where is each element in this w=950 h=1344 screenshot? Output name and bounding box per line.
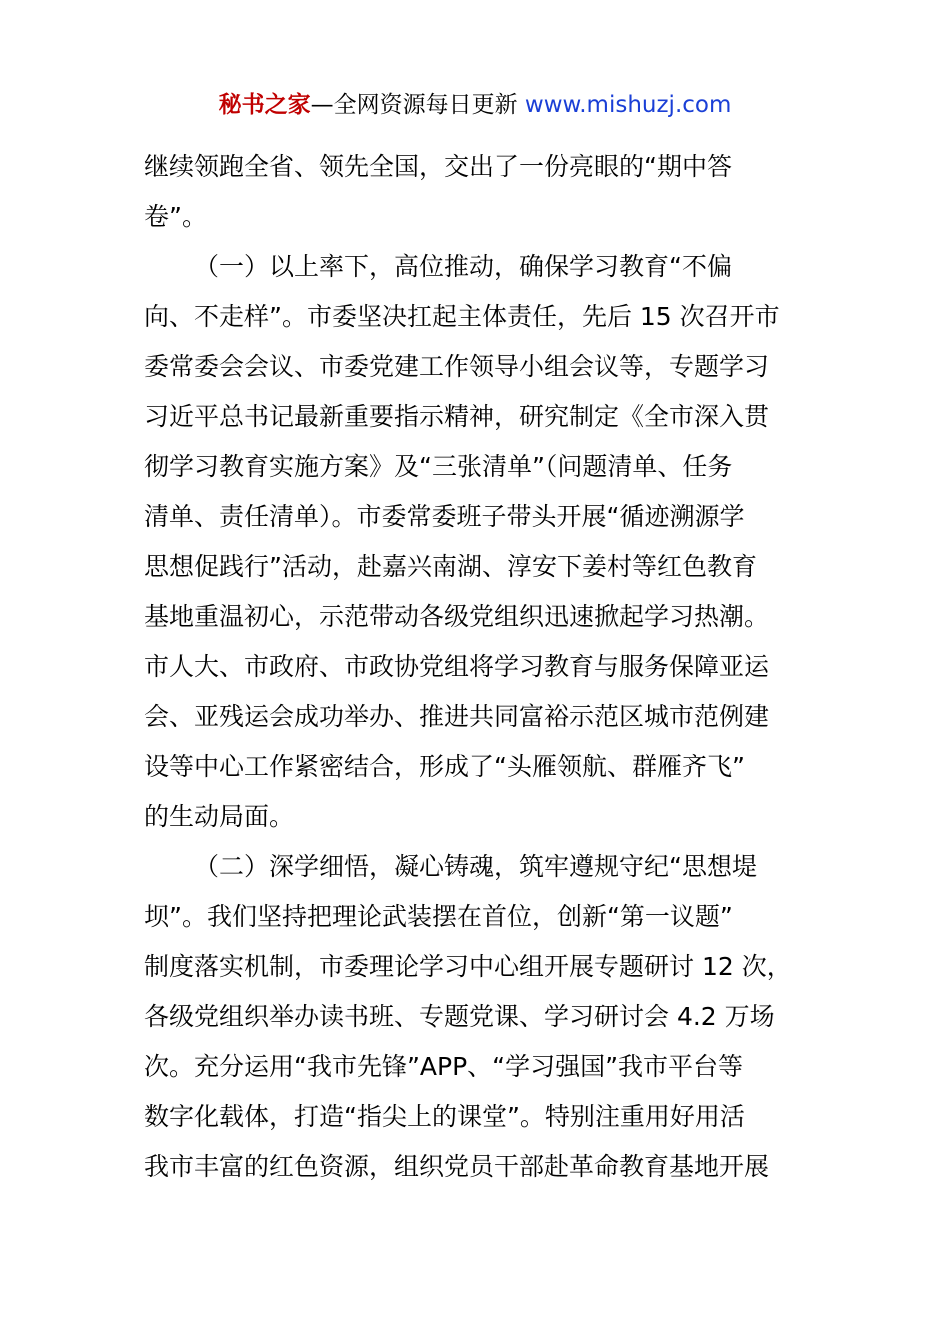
text-line: 思想促践行”活动，赴嘉兴南湖、淳安下姜村等红色教育: [144, 552, 757, 581]
section-heading-line: （一）以上率下，高位推动，确保学习教育“不偏: [194, 252, 732, 281]
text-line: 市人大、市政府、市政协党组将学习教育与服务保障亚运: [144, 652, 770, 681]
header-tagline: —全网资源每日更新: [310, 92, 525, 118]
text-line: 我市丰富的红色资源，组织党员干部赴革命教育基地开展: [144, 1152, 770, 1181]
text-line: 次。充分运用“我市先锋”APP、“学习强国”我市平台等: [144, 1052, 744, 1081]
text-line: 清单、责任清单）。市委常委班子带头开展“循迹溯源学: [144, 502, 745, 531]
text-line: 彻学习教育实施方案》及“三张清单”（问题清单、任务: [144, 452, 733, 481]
text-line: 基地重温初心，示范带动各级党组织迅速掀起学习热潮。: [144, 602, 770, 631]
text-line: 各级党组织举办读书班、专题党课、学习研讨会 4.2 万场: [144, 1002, 775, 1031]
text-line: 设等中心工作紧密结合，形成了“头雁领航、群雁齐飞”: [144, 752, 745, 781]
text-line: 委常委会会议、市委党建工作领导小组会议等，专题学习: [144, 352, 770, 381]
text-line: 制度落实机制，市委理论学习中心组开展专题研讨 12 次，: [144, 952, 792, 981]
text-line: 会、亚残运会成功举办、推进共同富裕示范区城市范例建: [144, 702, 770, 731]
document-body: [144, 142, 808, 1192]
text-line: 习近平总书记最新重要指示精神，研究制定《全市深入贯: [144, 402, 770, 431]
brand-name: 秘书之家: [218, 92, 311, 118]
text-line: 的生动局面。: [144, 802, 295, 831]
text-line: 向、不走样”。市委坚决扛起主体责任，先后 15 次召开市: [144, 302, 780, 331]
text-line: 数字化载体，打造“指尖上的课堂”。特别注重用好用活: [144, 1102, 745, 1131]
text-line: 坝”。我们坚持把理论武装摆在首位，创新“第一议题”: [144, 902, 733, 931]
section-heading-line: （二）深学细悟，凝心铸魂，筑牢遵规守纪“思想堤: [194, 852, 757, 881]
text-line: 继续领跑全省、领先全国，交出了一份亮眼的“期中答: [144, 152, 732, 181]
text-line: 卷”。: [144, 202, 207, 231]
site-url-link[interactable]: www.mishuzj.com: [524, 92, 732, 118]
page-header: [0, 88, 950, 122]
